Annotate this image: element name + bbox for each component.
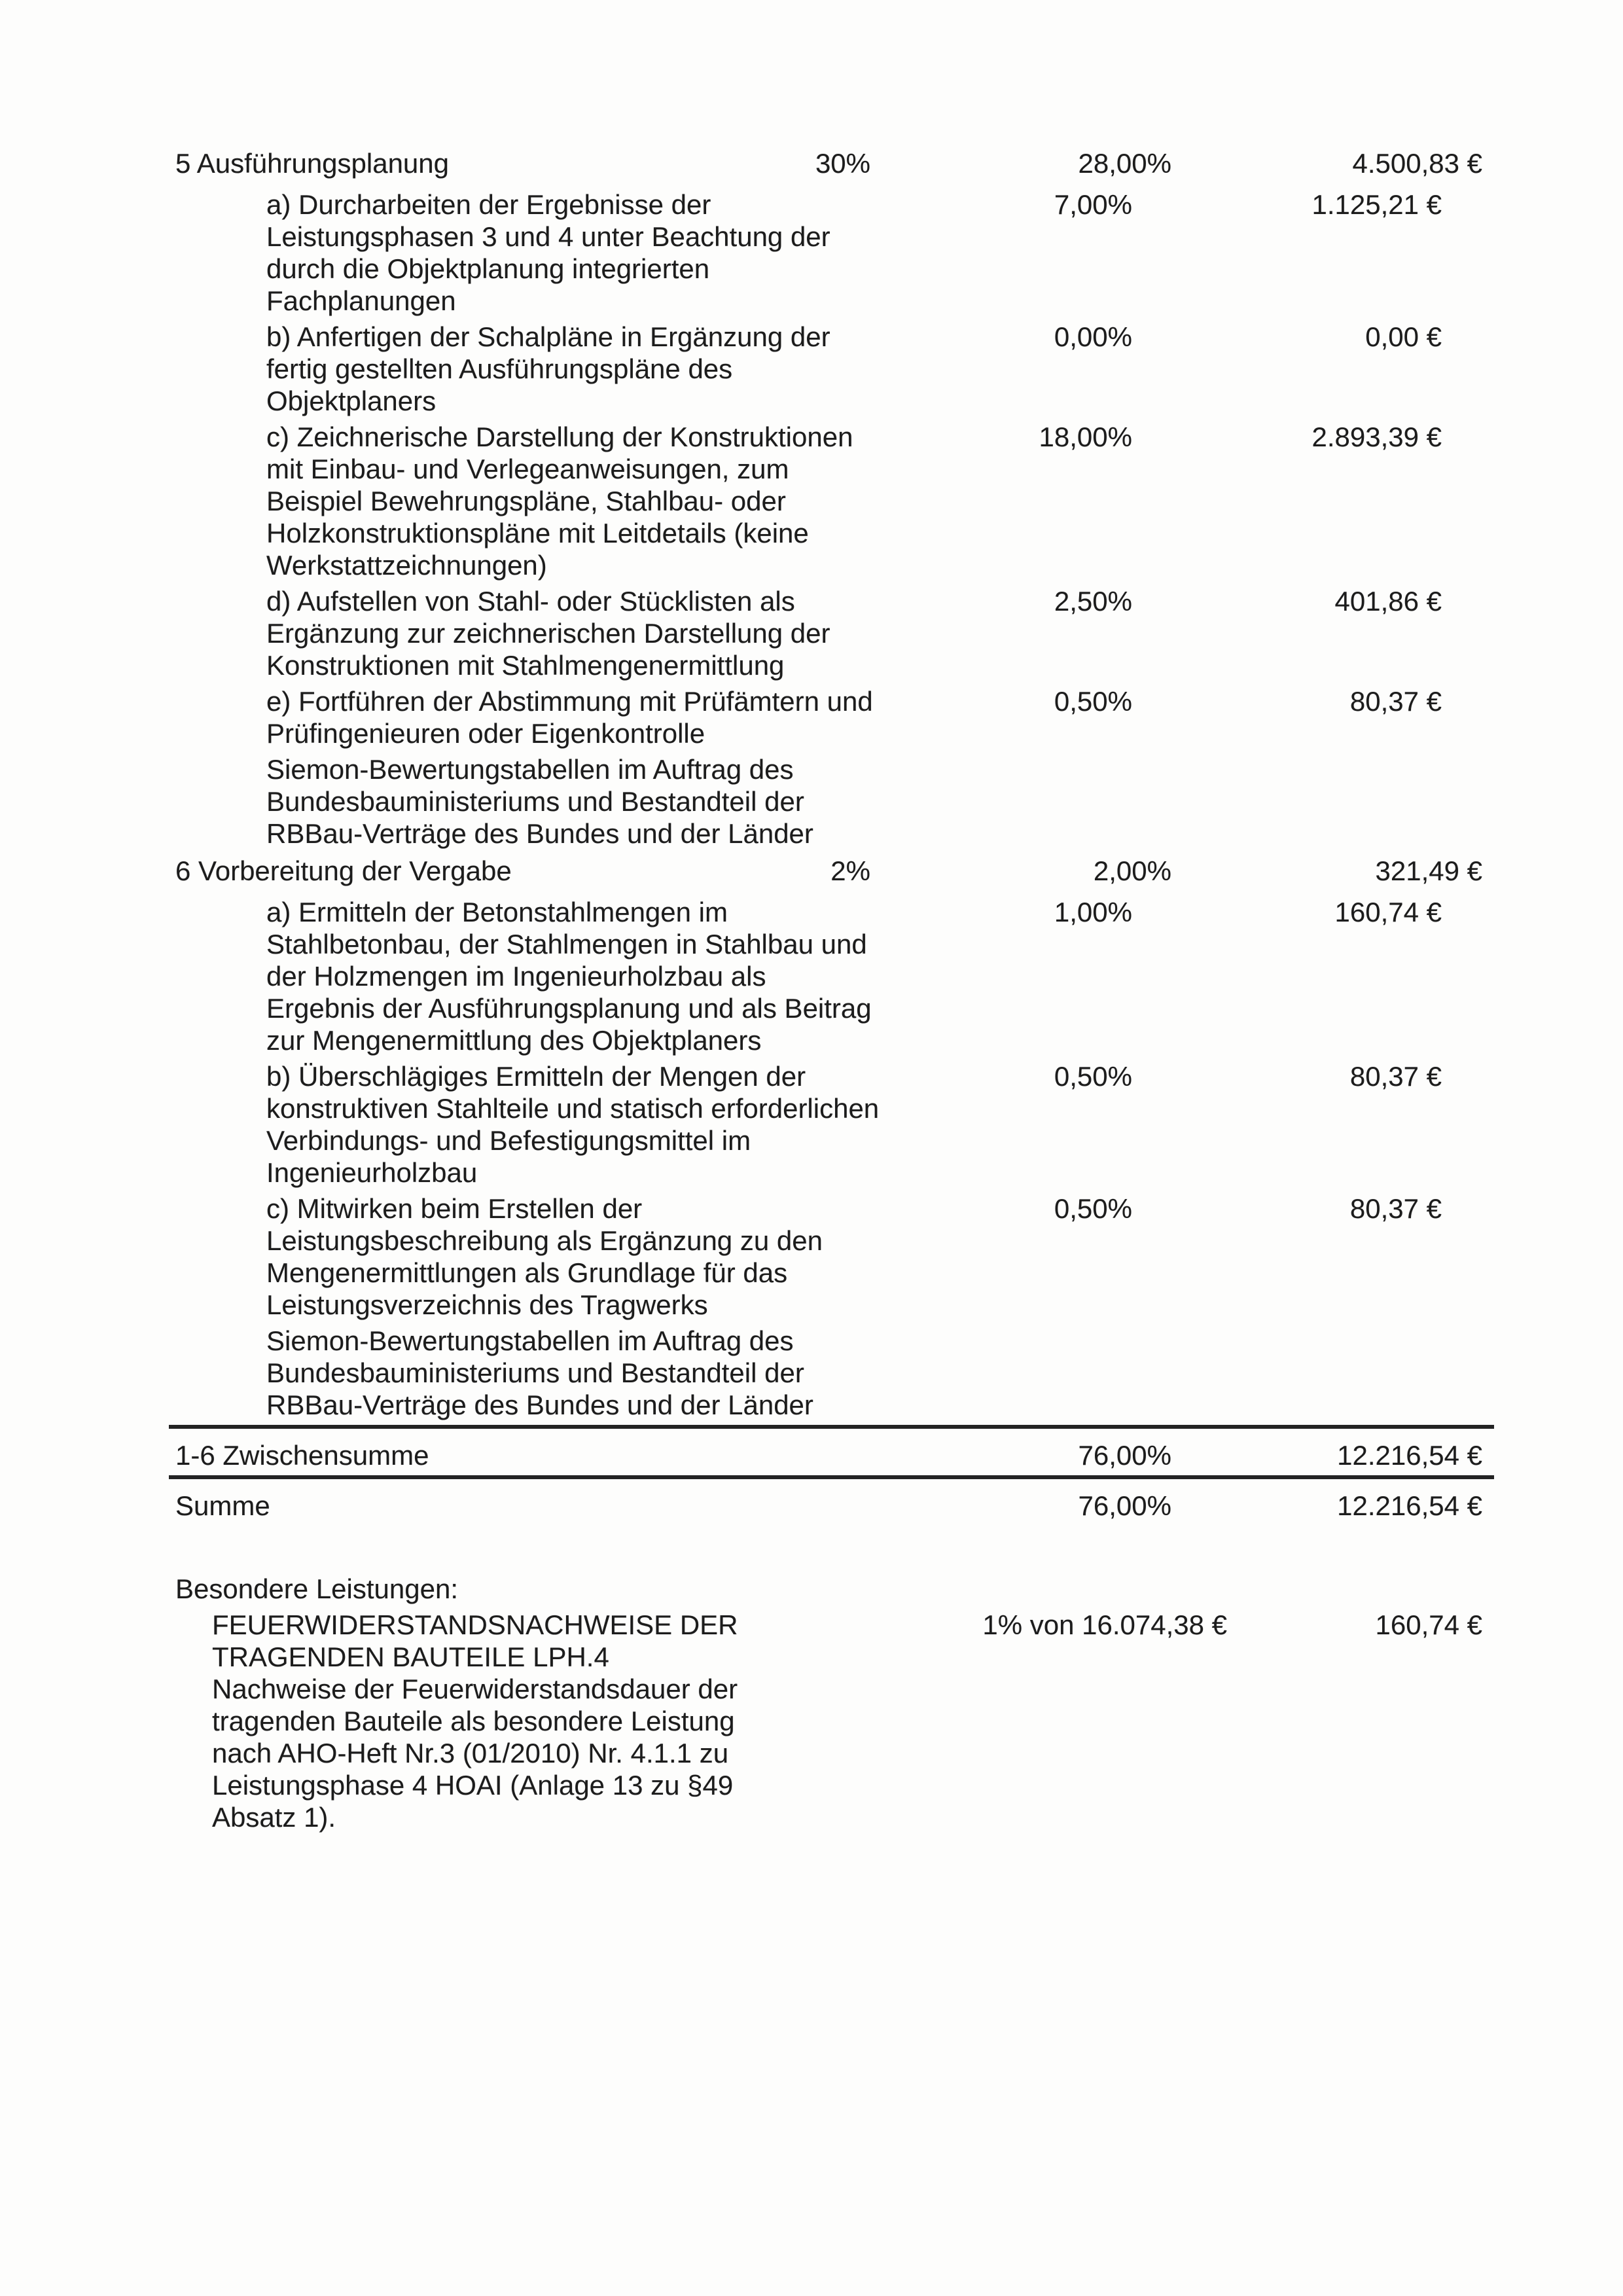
total-row — [175, 1439, 1493, 1471]
total-amount: 12.216,54 € — [1337, 1440, 1482, 1471]
special-heading: Besondere Leistungen: — [175, 1573, 458, 1604]
item-line: c) Zeichnerische Darstellung der Konstruktionen — [266, 422, 853, 452]
item-line: Stahlbetonbau, der Stahlmengen in Stahlbau und — [266, 929, 867, 960]
section-header-row — [175, 855, 1493, 887]
item-amount: 401,86 € — [1334, 586, 1442, 617]
item-line: a) Durcharbeiten der Ergebnisse der — [266, 189, 711, 220]
item-line: Mengenermittlungen als Grundlage für das — [266, 1257, 788, 1288]
item-line: d) Aufstellen von Stahl- oder Stücklisten als — [266, 586, 795, 617]
item-row — [175, 1193, 1493, 1321]
total-row — [175, 1490, 1493, 1522]
item-row — [175, 585, 1493, 681]
subtotal-rule — [169, 1425, 1494, 1429]
item-row — [175, 896, 1493, 1056]
total-percent: 76,00% — [1078, 1440, 1171, 1471]
special-line: nach AHO-Heft Nr.3 (01/2010) Nr. 4.1.1 zu — [212, 1738, 729, 1768]
item-amount: 1.125,21 € — [1311, 189, 1442, 220]
item-line: Ingenieurholzbau — [266, 1157, 478, 1188]
item-line: Prüfingenieuren oder Eigenkontrolle — [266, 718, 705, 749]
item-percent: 7,00% — [1054, 189, 1132, 220]
section-title: 5 Ausführungsplanung — [175, 148, 450, 179]
item-line: e) Fortführen der Abstimmung mit Prüfämtern und — [266, 686, 873, 717]
item-amount: 0,00 € — [1365, 321, 1442, 352]
document-content — [175, 147, 1493, 1837]
item-row — [175, 1060, 1493, 1189]
item-amount: 80,37 € — [1349, 1193, 1442, 1224]
item-row — [175, 1325, 1493, 1421]
item-percent: 0,00% — [1054, 321, 1132, 352]
item-percent: 0,50% — [1054, 1193, 1132, 1224]
item-line: Ergänzung zur zeichnerischen Darstellung der — [266, 618, 830, 649]
item-line: a) Ermitteln der Betonstahlmengen im — [266, 897, 728, 927]
special-heading-row — [175, 1573, 1493, 1605]
item-line: Bundesbauministeriums und Bestandteil der — [266, 786, 804, 817]
section-percent: 2,00% — [1093, 855, 1171, 886]
item-line: Beispiel Bewehrungspläne, Stahlbau- oder — [266, 486, 786, 516]
total-amount: 12.216,54 € — [1337, 1490, 1482, 1521]
special-percent: 1% von 16.074,38 € — [982, 1609, 1227, 1640]
item-line: konstruktiven Stahlteile und statisch erforderlichen — [266, 1093, 880, 1124]
total-percent: 76,00% — [1078, 1490, 1171, 1521]
item-line: b) Überschlägiges Ermitteln der Mengen der — [266, 1061, 806, 1092]
item-line: zur Mengenermittlung des Objektplaners — [266, 1025, 762, 1056]
item-row — [175, 321, 1493, 417]
total-label: 1-6 Zwischensumme — [175, 1440, 429, 1471]
item-line: b) Anfertigen der Schalpläne in Ergänzung der — [266, 321, 830, 352]
item-line: Siemon-Bewertungstabellen im Auftrag des — [266, 754, 794, 785]
item-line: Leistungsphasen 3 und 4 unter Beachtung der — [266, 221, 830, 252]
item-line: durch die Objektplanung integrierten — [266, 253, 710, 284]
item-line: mit Einbau- und Verlegeanweisungen, zum — [266, 454, 789, 484]
item-line: Verbindungs- und Befestigungsmittel im — [266, 1125, 751, 1156]
item-percent: 0,50% — [1054, 686, 1132, 717]
special-item-row — [175, 1609, 1493, 1833]
item-row — [175, 685, 1493, 749]
item-amount: 2.893,39 € — [1311, 422, 1442, 452]
special-line: Nachweise der Feuerwiderstandsdauer der — [212, 1674, 738, 1704]
item-line: Ergebnis der Ausführungsplanung und als Beitrag — [266, 993, 872, 1024]
item-row — [175, 188, 1493, 317]
item-line: Siemon-Bewertungstabellen im Auftrag des — [266, 1325, 794, 1356]
section-share: 2% — [830, 855, 870, 886]
special-line: tragenden Bauteile als besondere Leistung — [212, 1706, 735, 1736]
section-amount: 4.500,83 € — [1352, 148, 1482, 179]
item-line: Holzkonstruktionspläne mit Leitdetails (keine — [266, 518, 809, 548]
section-percent: 28,00% — [1078, 148, 1171, 179]
section-title: 6 Vorbereitung der Vergabe — [175, 855, 512, 886]
item-row — [175, 753, 1493, 850]
item-line: fertig gestellten Ausführungspläne des — [266, 353, 733, 384]
item-line: Fachplanungen — [266, 285, 456, 316]
total-label: Summe — [175, 1490, 270, 1521]
item-line: Bundesbauministeriums und Bestandteil der — [266, 1357, 804, 1388]
subtotal-rule — [169, 1475, 1494, 1479]
special-amount: 160,74 € — [1375, 1609, 1482, 1640]
item-amount: 80,37 € — [1349, 1061, 1442, 1092]
special-line: Absatz 1). — [212, 1802, 336, 1833]
item-line: Objektplaners — [266, 386, 437, 416]
item-line: Werkstattzeichnungen) — [266, 550, 547, 581]
item-percent: 1,00% — [1054, 897, 1132, 927]
item-line: der Holzmengen im Ingenieurholzbau als — [266, 961, 766, 992]
section-header-row — [175, 147, 1493, 179]
item-line: RBBau-Verträge des Bundes und der Länder — [266, 818, 813, 849]
item-line: c) Mitwirken beim Erstellen der — [266, 1193, 643, 1224]
special-line: Leistungsphase 4 HOAI (Anlage 13 zu §49 — [212, 1770, 734, 1801]
special-line: FEUERWIDERSTANDSNACHWEISE DER — [212, 1609, 738, 1640]
item-percent: 0,50% — [1054, 1061, 1132, 1092]
item-amount: 80,37 € — [1349, 686, 1442, 717]
item-line: RBBau-Verträge des Bundes und der Länder — [266, 1390, 813, 1420]
item-line: Leistungsbeschreibung als Ergänzung zu den — [266, 1225, 823, 1256]
special-line: TRAGENDEN BAUTEILE LPH.4 — [212, 1641, 609, 1672]
item-percent: 18,00% — [1039, 422, 1132, 452]
item-percent: 2,50% — [1054, 586, 1132, 617]
item-line: Leistungsverzeichnis des Tragwerks — [266, 1289, 708, 1320]
item-row — [175, 421, 1493, 581]
section-amount: 321,49 € — [1375, 855, 1482, 886]
section-share: 30% — [815, 148, 870, 179]
item-line: Konstruktionen mit Stahlmengenermittlung — [266, 650, 785, 681]
item-amount: 160,74 € — [1334, 897, 1442, 927]
